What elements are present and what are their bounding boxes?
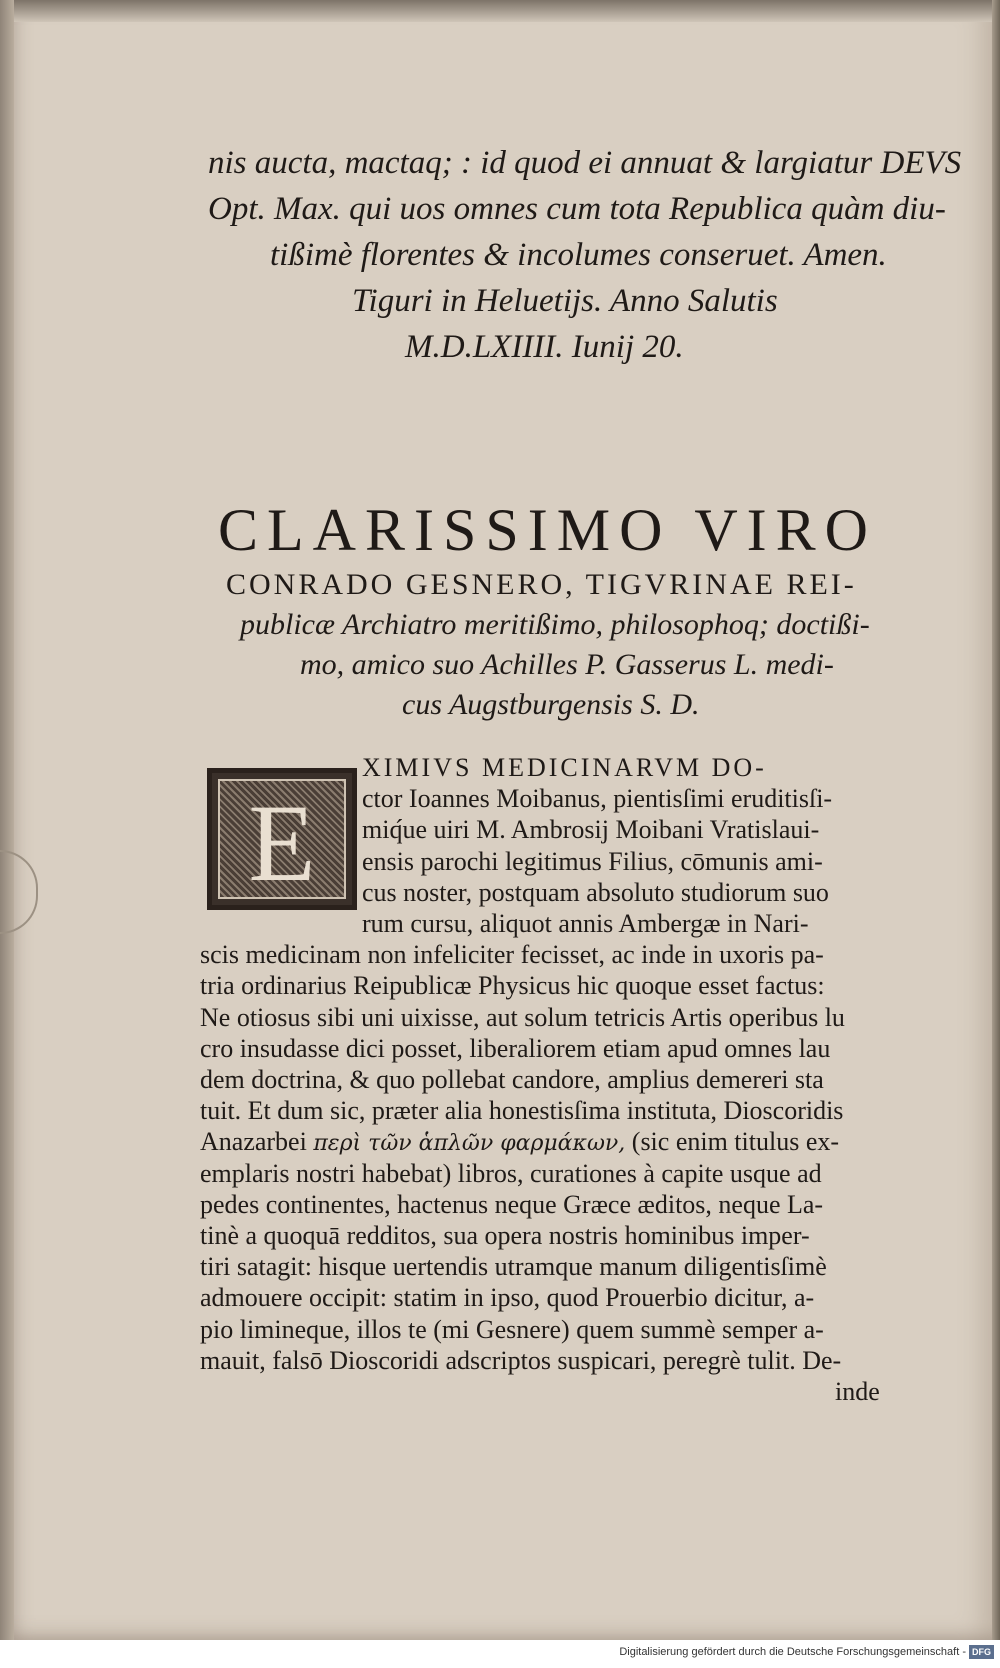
body-line: ctor Ioannes Moibanus, pientisſimi eruditisſi- xyxy=(362,784,833,813)
page-top-edge xyxy=(0,0,1000,22)
initial-letter: E xyxy=(248,782,316,904)
greek-title: περὶ τῶν ἁπλῶν φαρμάκων, xyxy=(313,1131,626,1156)
body-line: tuit. Et dum sic, præter alia honestisſima instituta, Dioscoridis xyxy=(200,1096,844,1125)
body-line: tria ordinarius Reipublicæ Physicus hic quoque esset factus: xyxy=(200,971,825,1000)
body-line: XIMIVS MEDICINARVM DO- xyxy=(362,753,767,782)
closing-line: nis aucta, mactaq; : id quod ei annuat & largiatur DEVS xyxy=(208,145,962,181)
body-line: ensis parochi legitimus Filius, cōmunis ami- xyxy=(362,847,823,876)
body-line: tinè a quoquā redditos, sua opera nostris hominibus imper- xyxy=(200,1221,810,1250)
clasp-mark xyxy=(0,850,38,934)
body-line xyxy=(200,1126,839,1159)
page-fore-edge xyxy=(992,0,1000,1640)
body-line-start: Anazarbei xyxy=(200,1127,307,1156)
body-line: Ne otiosus sibi uni uixisse, aut solum tetricis Artis operibus lu xyxy=(200,1003,845,1032)
catchword: inde xyxy=(835,1377,880,1406)
heading-line: publicæ Archiatro meritißimo, philosophoq; doctißi- xyxy=(240,608,870,641)
body-line-end: (sic enim titulus ex- xyxy=(631,1127,840,1156)
body-line: pedes continentes, hactenus neque Græce æditos, neque La- xyxy=(200,1190,824,1219)
body-line: scis medicinam non infeliciter fecisset, ac inde in uxoris pa- xyxy=(200,940,824,969)
heading-addressee: CONRADO GESNERO, TIGVRINAE REI- xyxy=(226,568,857,601)
body-line: tiri satagit: hisque uertendis utramque manum diligentisſimè xyxy=(200,1252,827,1281)
closing-line: Opt. Max. qui uos omnes cum tota Republica quàm diu- xyxy=(208,191,946,227)
body-line: miq́ue uiri M. Ambrosij Moibani Vratislaui- xyxy=(362,815,820,844)
decorated-initial xyxy=(207,768,357,910)
body-line: pio limineque, illos te (mi Gesnere) quem summè semper a- xyxy=(200,1315,824,1344)
digitization-footer xyxy=(0,1640,1000,1668)
body-line: cro insudasse dici posset, liberaliorem etiam apud omnes lau xyxy=(200,1034,831,1063)
body-line: rum cursu, aliquot annis Ambergæ in Nari- xyxy=(362,909,809,938)
closing-line: Tiguri in Heluetijs. Anno Salutis xyxy=(352,283,778,319)
body-line: admouere occipit: statim in ipso, quod Prouerbio dicitur, a- xyxy=(200,1283,815,1312)
body-line: dem doctrina, & quo pollebat candore, amplius demereri sta xyxy=(200,1065,824,1094)
heading-line: cus Augstburgensis S. D. xyxy=(402,688,700,721)
heading-line: mo, amico suo Achilles P. Gasserus L. medi- xyxy=(300,648,834,681)
binding-edge xyxy=(0,0,14,1640)
funding-credit: Digitalisierung gefördert durch die Deutsche Forschungsgemeinschaft - xyxy=(619,1646,966,1658)
body-line: cus noster, postquam absoluto studiorum suo xyxy=(362,878,829,907)
body-line: mauit, falsō Dioscoridi adscriptos suspicari, peregrè tulit. De- xyxy=(200,1346,842,1375)
closing-line: tißimè florentes & incolumes conseruet. Amen. xyxy=(270,237,887,273)
dfg-logo: DFG xyxy=(969,1645,994,1659)
heading-title: CLARISSIMO VIRO xyxy=(218,497,877,563)
body-line: emplaris nostri habebat) libros, curationes à capite usque ad xyxy=(200,1159,822,1188)
date-line: M.D.LXIIII. Iunij 20. xyxy=(405,329,684,365)
